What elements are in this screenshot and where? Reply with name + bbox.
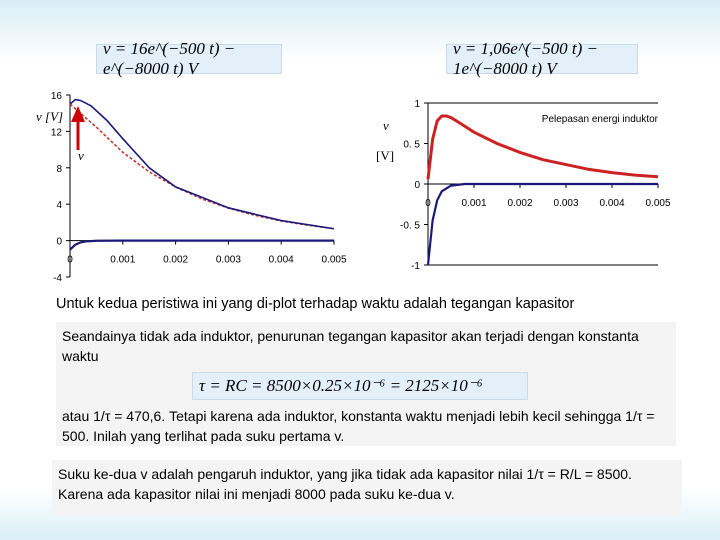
chart1-x-tick-label: 0.003 [215, 254, 241, 266]
chart2-y-tick-label: 1 [414, 99, 420, 110]
chart1-x-tick-label: 0.001 [110, 254, 136, 266]
chart2-series-line [428, 116, 658, 179]
chart1-x-tick-label: 0.005 [321, 254, 347, 266]
chart2-x-tick-label: 0.002 [507, 198, 533, 209]
chart2-y-tick-label: -1 [411, 261, 420, 272]
paragraph-2: atau 1/τ = 470,6. Tetapi karena ada induktor, konstanta waktu menjadi lebih kecil sehingga 1/τ = 500. Inilah yang terlihat pada suku pertama v. [62, 408, 655, 444]
chart1-y-tick-label: 0 [56, 236, 62, 248]
chart2-y-tick-label: 0 [414, 180, 420, 191]
chart1-series-line [70, 100, 334, 229]
chart1-y-tick-label: 4 [56, 200, 62, 212]
chart1-y-axis-label: v [V] [36, 109, 64, 124]
chart2-series-line [428, 184, 658, 265]
chart1-y-tick-label: 16 [50, 91, 62, 102]
chart2-y-tick-label: -0. 5 [399, 220, 420, 232]
chart1-series-line [70, 241, 334, 250]
chart1-y-tick-label: -4 [53, 273, 62, 284]
equation-left: v = 16e^(−500 t) − e^(−8000 t) V [96, 44, 282, 74]
chart1-curve-label: v [78, 148, 84, 163]
paragraph-3: Suku ke-dua v adalah pengaruh induktor, yang jika tidak ada kapasitor nilai 1/τ = R/L = 8500. Karena ada kapasitor nilai ini menjadi 8000 pada suku ke-dua v. [58, 466, 632, 502]
chart1-arrow-head [71, 106, 85, 122]
chart1-x-tick-label: 0.002 [163, 254, 189, 266]
chart1-x-tick-label: 0.004 [268, 254, 294, 266]
chart2-title: Pelepasan energi induktor [541, 114, 658, 125]
equation-right: v = 1,06e^(−500 t) − 1e^(−8000 t) V [446, 44, 638, 74]
chart1-y-tick-label: 8 [56, 163, 62, 175]
chart2-curve-label: v [383, 118, 389, 133]
time-constant-formula: τ = RC = 8500×0.25×10⁻⁶ = 2125×10⁻⁶ [192, 372, 528, 400]
paragraph-1: Seandainya tidak ada induktor, penurunan tegangan kapasitor akan terjadi dengan konstanta waktu [62, 328, 639, 364]
chart2-x-tick-label: 0.001 [461, 198, 487, 209]
chart1-x-tick-label: 0 [67, 254, 73, 266]
chart2-x-tick-label: 0 [425, 198, 431, 209]
chart1-y-tick-label: 12 [50, 127, 62, 139]
chart2-x-tick-label: 0.003 [553, 198, 579, 209]
chart2-y-tick-label: 0. 5 [403, 139, 420, 151]
intro-text: Untuk kedua peristiwa ini yang di-plot terhadap waktu adalah tegangan kapasitor [56, 296, 575, 312]
chart2-x-tick-label: 0.004 [599, 198, 625, 209]
chart2-y-axis-label: [V] [376, 148, 395, 163]
chart2-x-tick-label: 0.005 [645, 198, 671, 209]
